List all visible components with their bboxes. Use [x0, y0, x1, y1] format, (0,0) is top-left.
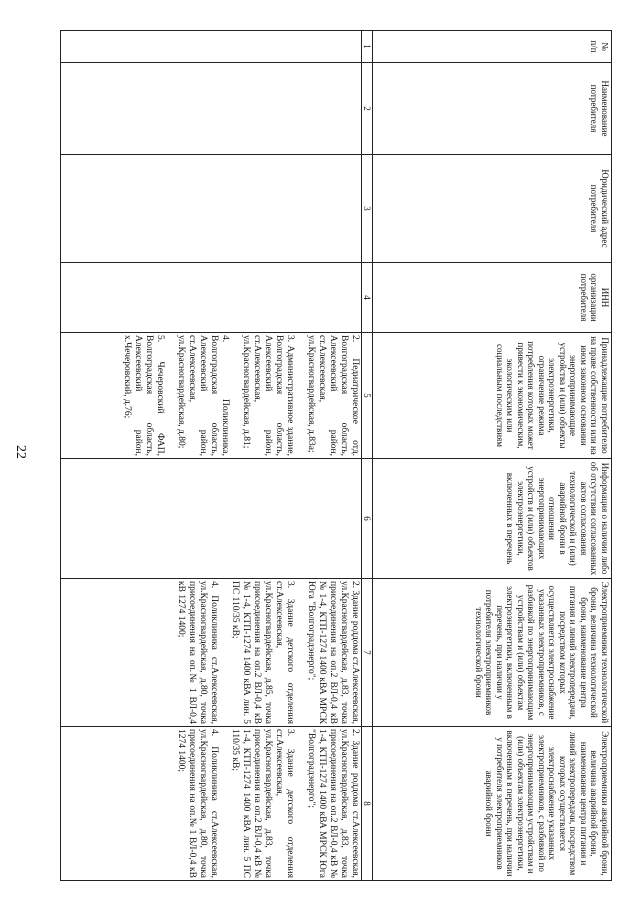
col-number: 6 — [362, 459, 373, 579]
cell-num — [61, 31, 362, 63]
cell-tech-reserve — [61, 579, 362, 727]
device-entry: 2. Педиатрическое отд. Волгоградская область, Алексеевский район, ст.Алексеевская, ул.Красногвардейская, д.83а; — [306, 335, 360, 456]
table-row — [61, 31, 362, 881]
emergency-reserve-entry: 3. Здание детского отделения ст.Алексеевская, ул.Красногвардейская, д.83, точка присоединения на оп.2 ВЛ-0,4 кВ № 1-4, КТП-1274 1400 кВА лин. 5 ПС 110/35 кВ; — [230, 729, 295, 878]
cell-name — [61, 63, 362, 155]
header-name: Наименование потребителя — [373, 63, 612, 155]
header-tech-reserve: Электроприемники технологической брони, величина технологической брони, наименование центра питания и линий электропередачи, посредством которых осуществляется электроснабжение указанных электроприемников, с разбивкой по энергопринимающим устройствам и (или) объектам электроэнергетики, включенным в перечень, при наличии у потребителя электроприемников технологической брони — [373, 579, 612, 727]
col-number: 8 — [362, 727, 373, 881]
header-info: Информация о наличии либо об отсутствии согласованных актов согласования технологической и (или) аварийной брони в отношении энергопринимающих устройств и (или) объектов электроэнергетики, включенных в перечень — [373, 459, 612, 579]
header-devices: Принадлежащие потребителю на праве собственности или на ином законном основании энергопринимающие устройства и (или) объекты электроэнергетики, ограничение режима потребления которых может привести к экономическим, экологическим или социальным последствиям — [373, 333, 612, 459]
emergency-reserve-entry: 4. Поликлиника ст.Алексеевская, ул.Красногвардейская, д.80, точка присоединения на оп.№ 1 ВЛ-0,4 кВ 1274 1400; — [176, 729, 219, 878]
emergency-reserve-entry: 2. Здание роддома ст.Алексеевская, ул.Красногвардейская, д.83, точка присоединения на оп.2 ВЛ-0,4 кВ № 1-4, КТП-1274 1400 кВА МРСК Юга "Волгоградэнерго"; — [306, 729, 360, 878]
rotated-table-wrapper — [52, 30, 612, 880]
header-num: № п/п — [373, 31, 612, 63]
cell-address — [61, 155, 362, 263]
col-number: 3 — [362, 155, 373, 263]
column-number-row — [362, 31, 373, 881]
tech-reserve-entry: 2. Здание роддома ст.Алексеевская, ул.Красногвардейская, д.83, точка присоединения на оп.2 ВЛ-0,4 кВ № 1-4, КТП-1274 1400 кВА МРСК Юга "Волгоградэнерго"; — [306, 581, 360, 724]
col-number: 1 — [362, 31, 373, 63]
cell-inn — [61, 263, 362, 333]
device-entry: 3. Административное здание, Волгоградская область, Алексеевский район, ст.Алексеевская, ул.Красногвардейская, д.81; — [241, 335, 295, 456]
tech-reserve-entry: 4. Поликлиника ст.Алексеевская, ул.Красногвардейская, д.80, точка присоединения на оп.№ 1 ВЛ-0,4 кВ 1274 1400; — [176, 581, 219, 724]
tech-reserve-entry: 3. Здание детского отделения ст.Алексеевская, ул.Красногвардейская, д.85, точка присоединения на оп.2 ВЛ-0,4 кВ № 1-4, КТП-1274 1400 кВА лин. 5 ПС 110/35 кВ; — [230, 581, 295, 724]
cell-devices — [61, 333, 362, 459]
header-emergency-reserve: Электроприемники аварийной брони, величина аварийной брони, наименование центра питания и линий электропередачи, посредством которых осуществляется электроснабжение указанных электроприемников, с разбивкой по энергопринимающим устройствам и (или) объектам электроэнергетики, включенным в перечень, при наличии у потребителя электроприемников аварийной брони — [373, 727, 612, 881]
col-number: 2 — [362, 63, 373, 155]
col-number: 4 — [362, 263, 373, 333]
col-number: 7 — [362, 579, 373, 727]
cell-info — [61, 459, 362, 579]
header-row — [373, 31, 612, 881]
header-address: Юридический адрес потребителя — [373, 155, 612, 263]
device-entry: 5. Чечеровский ФАП, Волгоградская область, Алексеевский район, х.Чечеровский, д.76; — [122, 335, 165, 456]
header-inn: ИНН организации потребителя — [373, 263, 612, 333]
consumer-table — [60, 30, 612, 881]
cell-emergency-reserve — [61, 727, 362, 881]
col-number: 5 — [362, 333, 373, 459]
page-number-text: 22 — [13, 445, 28, 459]
device-entry: 4. Поликлиника, Волгоградская область, Алексеевский район, ст.Алексеевская, ул.Красногвардейская, д.80; — [176, 335, 230, 456]
